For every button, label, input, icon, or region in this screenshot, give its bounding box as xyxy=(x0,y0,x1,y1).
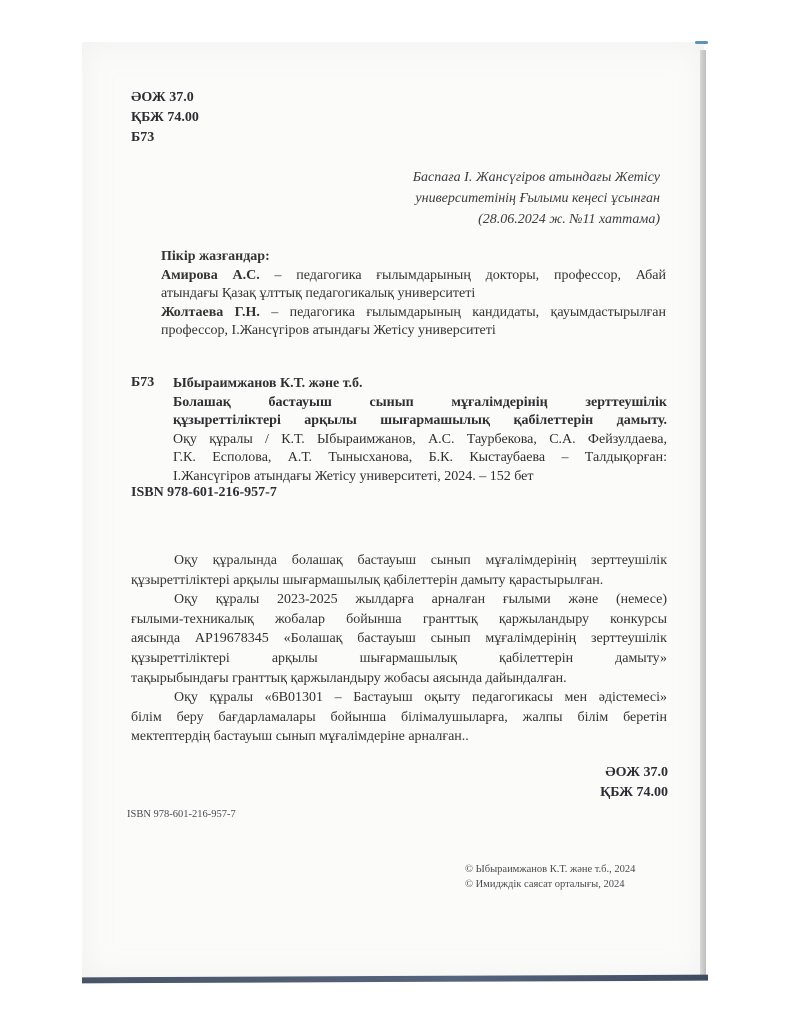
catalog-authors: Ыбыраимжанов К.Т. және т.б. xyxy=(173,376,363,391)
reviewer-credentials: – педагогика ғылымдарының кандидаты, қауымдастырылған xyxy=(259,304,666,320)
reviewers-section xyxy=(161,248,666,341)
reviewer-credentials: – педагогика ғылымдарының докторы, профессор, Абай xyxy=(259,267,666,283)
catalog-description: Оқу құралы / К.Т. Ыбыраимжанов, А.С. Таурбекова, С.А. Фейзулдаева, xyxy=(173,431,667,447)
catalog-description: І.Жансүгіров атындағы Жетісу университеті, 2024. – 152 бет xyxy=(173,468,534,484)
copyright-line: © Ыбыраимжанов К.Т. және т.б., 2024 xyxy=(465,864,636,875)
catalog-author-mark: Б73 xyxy=(131,375,155,390)
reviewer-entry xyxy=(161,304,666,323)
abstract-line: аясында АР19678345 «Болашақ бастауыш сынып мұғалімдерінің зерттеушілік xyxy=(131,631,667,647)
abstract-line: тақырыбындағы гранттық қаржыландыру жобасы аясында дайындалған. xyxy=(131,670,567,686)
catalog-isbn: ISBN 978-601-216-957-7 xyxy=(131,485,277,500)
classification-codes-bottom xyxy=(560,763,668,802)
abstract-line: Оқу құралында болашақ бастауыш сынып мұғалімдерінің зерттеушілік xyxy=(174,553,667,568)
lbc-code: ҚБЖ 74.00 xyxy=(600,784,668,800)
reviewer-affiliation: атындағы Қазақ ұлттық педагогикалық университеті xyxy=(161,286,476,301)
reviewer-affiliation: профессор, І.Жансүгіров атындағы Жетісу университеті xyxy=(161,323,496,338)
author-mark: Б73 xyxy=(131,130,155,145)
catalog-title: Болашақ бастауыш сынып мұғалімдерінің зерттеушілік xyxy=(173,394,667,410)
abstract xyxy=(131,551,667,747)
abstract-line: білім беру бағдарламалары бойынша білімалушыларға, жалпы білім беретін xyxy=(131,709,667,725)
abstract-line: құзыреттіліктері арқылы шығармашылық қабілеттерін дамыту қарастырылған. xyxy=(131,572,604,588)
copyright-line: © Имидждік саясат орталығы, 2024 xyxy=(465,879,625,890)
reviewers-heading: Пікір жазғандар: xyxy=(161,249,270,264)
lbc-code: ҚБЖ 74.00 xyxy=(131,110,199,125)
approval-line: университетінің Ғылыми кеңесі ұсынған xyxy=(415,191,660,206)
abstract-line: құзыреттіліктері арқылы шығармашылық қабілеттерін дамыту» xyxy=(131,650,667,666)
catalog-title: құзыреттіліктері арқылы шығармашылық қабілеттерін дамыту. xyxy=(173,413,667,428)
footer-isbn: ISBN 978-601-216-957-7 xyxy=(127,809,236,820)
copyright-notice xyxy=(465,862,635,892)
reviewer-entry xyxy=(161,267,666,286)
abstract-line: ғылыми-техникалық жобалар бойынша гранттық қаржыландыру конкурсы xyxy=(131,611,667,627)
publication-approval xyxy=(372,167,660,230)
reviewer-name: Амирова А.С. xyxy=(161,267,260,283)
page-edge-right xyxy=(700,50,706,980)
approval-line: Баспаға І. Жансүгіров атындағы Жетісу xyxy=(412,170,660,185)
reviewer-name: Жолтаева Г.Н. xyxy=(161,304,260,320)
page-edge-tab xyxy=(695,41,708,44)
udc-code: ӘОЖ 37.0 xyxy=(131,90,194,105)
catalog-description: Г.К. Есполова, А.Т. Тынысханова, Б.К. Кыстаубаева – Талдықорған: xyxy=(173,450,667,465)
approval-line: (28.06.2024 ж. №11 хаттама) xyxy=(478,212,660,227)
classification-codes-top xyxy=(131,88,199,148)
udc-code: ӘОЖ 37.0 xyxy=(605,765,668,780)
abstract-line: мектептердің бастауыш сынып мұғалімдеріне арналған.. xyxy=(131,729,469,745)
catalog-record xyxy=(173,375,667,486)
abstract-line: Оқу құралы 2023-2025 жылдарға арналған ғылыми және (немесе) xyxy=(174,592,667,608)
abstract-line: Оқу құралы «6В01301 – Бастауыш оқыту педагогикасы мен әдістемесі» xyxy=(174,690,667,706)
